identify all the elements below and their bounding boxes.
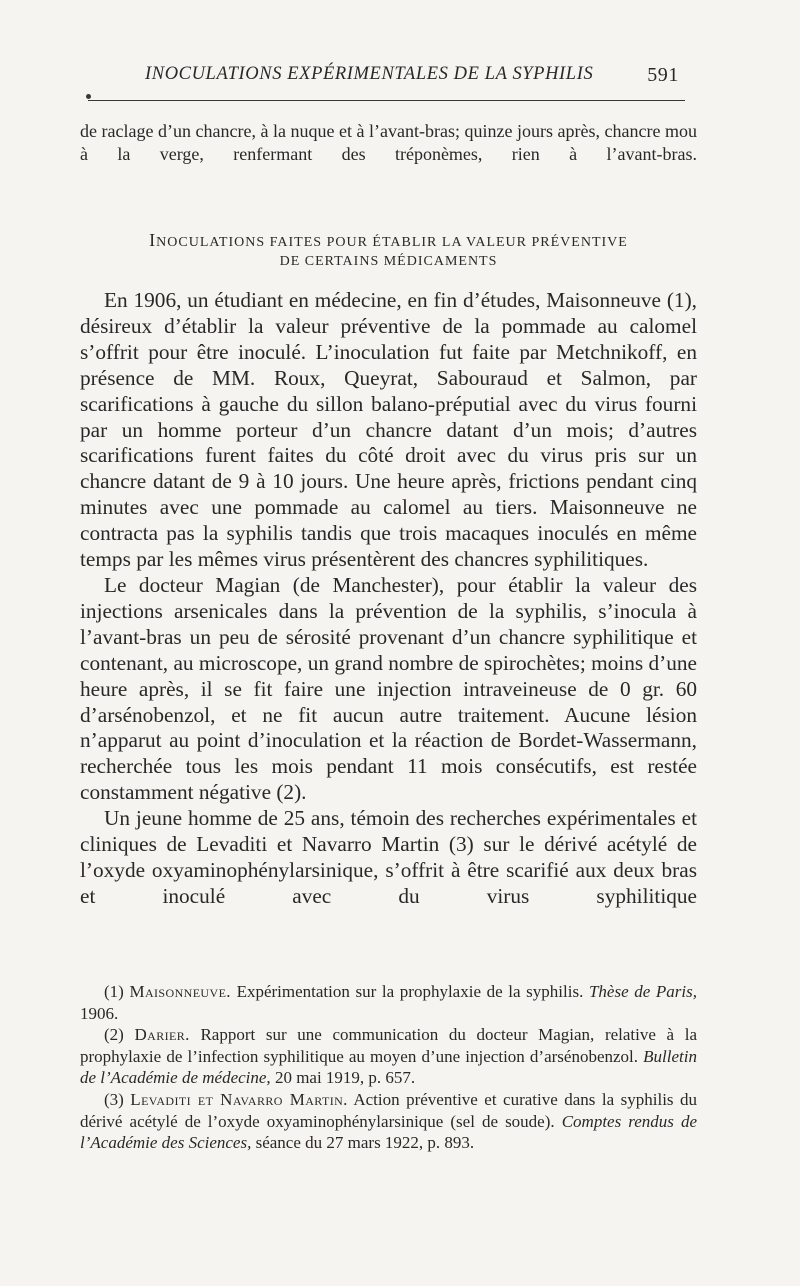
footnote-author: Maisonneuve. xyxy=(129,982,231,1001)
footnote-text: Action préventive et curative dans la syphilis du dérivé acétylé de l’oxyde oxyaminophénylarsinique (sel de soude). xyxy=(80,1089,697,1131)
footnote-tail: séance du 27 mars 1922, p. 893. xyxy=(251,1133,475,1153)
footnote-source: Bulletin de l’Académie de médecine, xyxy=(80,1046,697,1088)
footnote-text: Expérimentation sur la prophylaxie de la syphilis. xyxy=(230,982,589,1001)
footnote-text: Rapport sur une communication du docteur Magian, relative à la prophylaxie de l’infection syphilitique au moyen d’une injection d’arsénobenzol. xyxy=(80,1025,698,1066)
footnote xyxy=(80,981,697,1024)
footnote-marker: (3) xyxy=(104,1089,124,1109)
section-heading-line-2 xyxy=(80,251,697,273)
lead-paragraph-text: de raclage d’un chancre, à la nuque et à l’avant-bras; quinze jours après, chancre mou à la verge, renfermant des tréponèmes, rien à l’avant-bras. xyxy=(80,121,697,164)
rule-mark xyxy=(86,94,91,99)
body-text xyxy=(80,288,697,910)
running-head xyxy=(145,64,685,90)
footnote-source: Comptes rendus de l’Académie des Sciences, xyxy=(80,1111,697,1153)
paragraph: Le docteur Magian (de Manchester), pour établir la valeur des injections arsenicales dans la prévention de la syphilis, s’inocula à l’avant-bras un peu de sérosité provenant d’un chancre syphilitique et contenant, au microscope, un grand nombre de spirochètes; moins d’une heure après, il se fit faire une injection intraveineuse de 0 gr. 60 d’arsénobenzol, et ne fit aucun autre traitement. Aucune lésion n’apparut au point d’inoculation et la réaction de Bordet-Wassermann, recherchée tous les mois pendant 11 mois consécutifs, est restée constamment négative (2). xyxy=(80,572,697,805)
running-title: INOCULATIONS EXPÉRIMENTALES DE LA SYPHILIS xyxy=(145,64,594,84)
section-heading-line-2-text: DE CERTAINS MÉDICAMENTS xyxy=(279,254,498,269)
page-number: 591 xyxy=(647,64,679,86)
footnote-source: Thèse de Paris, xyxy=(588,982,697,1001)
footnote-author: Levaditi et Navarro Martin. xyxy=(130,1089,348,1109)
footnote xyxy=(80,1024,697,1089)
paragraph: Un jeune homme de 25 ans, témoin des recherches expérimentales et cliniques de Levaditi et Navarro Martin (3) sur le dérivé acétylé de l’oxyde oxyaminophénylarsinique, s’offrit à être scarifié aux deux bras et inoculé avec du virus syphilitique xyxy=(80,806,697,908)
footnote-marker: (1) xyxy=(104,982,124,1001)
footnote-author: Darier. xyxy=(134,1025,190,1045)
footnote-tail: 1906. xyxy=(80,1003,119,1023)
lead-paragraph xyxy=(80,120,697,165)
paragraph: En 1906, un étudiant en médecine, en fin d’études, Maisonneuve (1), désireux d’établir la valeur préventive de la pommade au calomel s’offrit pour être inoculé. L’inoculation fut faite par Metchnikoff, en présence de MM. Roux, Queyrat, Sabouraud et Salmon, par scarifications à gauche du sillon balano-préputial avec du virus fourni par un homme porteur d’un chancre datant d’un mois; d’autres scarifications furent faites du côté droit avec du virus pris sur un chancre datant de 9 à 10 jours. Une heure après, frictions pendant cinq minutes avec une pommade au calomel au tiers. Maisonneuve ne contracta pas la syphilis tandis que trois macaques inoculés en même temps par les mêmes virus présentèrent des chancres syphilitiques. xyxy=(80,288,697,572)
section-heading-line-1-text: NOCULATIONS FAITES POUR ÉTABLIR LA VALEUR PRÉVENTIVE xyxy=(156,235,628,250)
footnote xyxy=(80,1089,697,1154)
footnote-marker: (2) xyxy=(104,1025,124,1045)
footnote-tail: 20 mai 1919, p. 657. xyxy=(270,1068,416,1088)
footnotes xyxy=(80,981,697,1154)
header-rule xyxy=(88,100,685,101)
section-heading-initial: I xyxy=(149,230,157,250)
